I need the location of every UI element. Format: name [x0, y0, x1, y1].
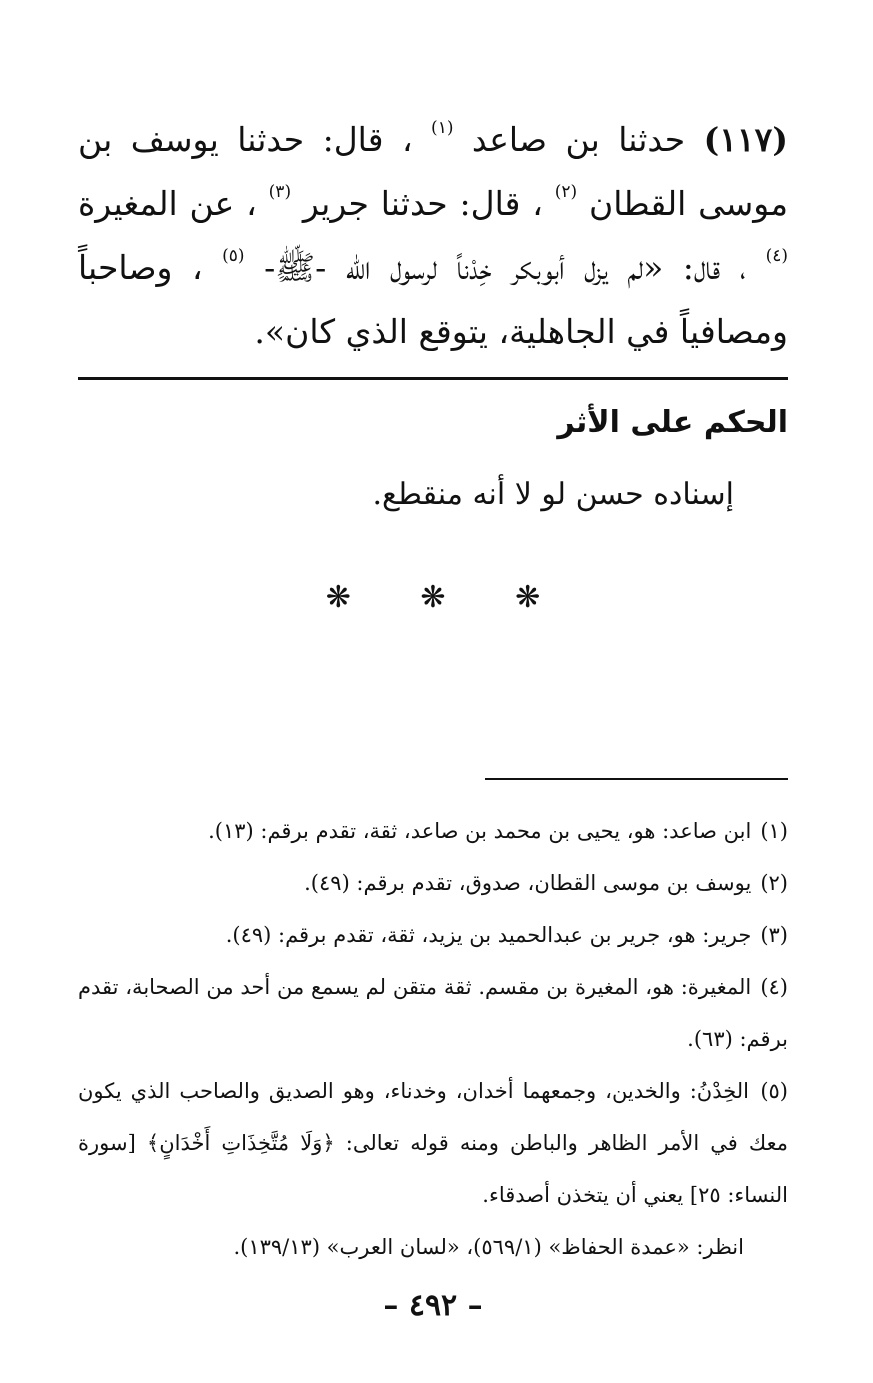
- footnote-marker[interactable]: (١): [431, 118, 454, 138]
- hadith-text: [78, 108, 788, 364]
- ruling-heading: الحكم على الأثر: [557, 405, 788, 440]
- footnote-marker[interactable]: (٥): [222, 246, 245, 266]
- page-number: – ٤٩٢ –: [383, 1288, 483, 1323]
- book-page: [78, 0, 788, 1383]
- footnote-marker[interactable]: (٣): [268, 182, 292, 202]
- footnote-ref: (٢): [760, 871, 788, 895]
- footnote: [78, 909, 788, 961]
- footnotes-list: [78, 805, 788, 1273]
- hadith-segment: ، قال: حدثنا جرير: [302, 184, 543, 223]
- footnote-reference-line: [78, 1221, 788, 1273]
- footnote-divider: [485, 778, 788, 780]
- footnote-text: الخِدْنُ: والخدين، وجمعهما أخدان، وخدناء، وهو الصديق والصاحب الذي يكون معك في الأمر الظاهر والباطن ومنه قوله تعالى: ﴿وَلَا مُتَّخِذَاتِ أَخْدَانٍ﴾ [سورة النساء: ٢٥] يعني أن يتخذن أصدقاء.: [78, 1079, 788, 1207]
- footnote-text: يوسف بن موسى القطان، صدوق، تقدم برقم: (٤٩).: [304, 871, 752, 895]
- footnote-ref: (٤): [760, 975, 788, 999]
- footnote: [78, 1065, 788, 1221]
- footnote-text: ابن صاعد: هو، يحيى بن محمد بن صاعد، ثقة، تقدم برقم: (١٣).: [208, 819, 752, 843]
- footnote-text: انظر: «عمدة الحفاظ» (٥٦٩/١)، «لسان العرب» (١٣٩/١٣).: [233, 1235, 744, 1259]
- footnote-text: المغيرة: هو، المغيرة بن مقسم. ثقة متقن لم يسمع من أحد من الصحابة، تقدم برقم: (٦٣).: [78, 975, 788, 1051]
- star-icon: ❋: [325, 580, 351, 615]
- hadith-segment: ، قال: حدثنا يوسف بن موسى القطان: [78, 120, 789, 223]
- hadith-segment: حدثنا بن صاعد: [471, 120, 686, 159]
- hadith-segment: ، عن المغيرة: [78, 184, 257, 223]
- hadith-segment: ، قال: «لم يزل أبوبكر خِدْناً لرسول اللّه -ﷺ-: [264, 248, 747, 287]
- footnote-ref: (٣): [760, 923, 788, 947]
- footnote-text: جرير: هو، جرير بن عبدالحميد بن يزيد، ثقة، تقدم برقم: (٤٩).: [225, 923, 752, 947]
- footnote: [78, 961, 788, 1065]
- hadith-number: (١١٧): [703, 120, 788, 159]
- footnote-marker[interactable]: (٤): [765, 246, 788, 266]
- section-divider: [78, 377, 788, 380]
- star-icon: ❋: [515, 580, 541, 615]
- ruling-text: إسناده حسن لو لا أنه منقطع.: [372, 477, 734, 512]
- star-separator: [78, 580, 788, 615]
- footnote: [78, 857, 788, 909]
- footnote-marker[interactable]: (٢): [554, 182, 578, 202]
- hadith-segment: ، وصاحباً ومصافياً في الجاهلية، يتوقع الذي كان».: [78, 248, 788, 351]
- footnote: [78, 805, 788, 857]
- footnote-ref: (١): [760, 819, 788, 843]
- star-icon: ❋: [420, 580, 446, 615]
- footnote-ref: (٥): [760, 1079, 788, 1103]
